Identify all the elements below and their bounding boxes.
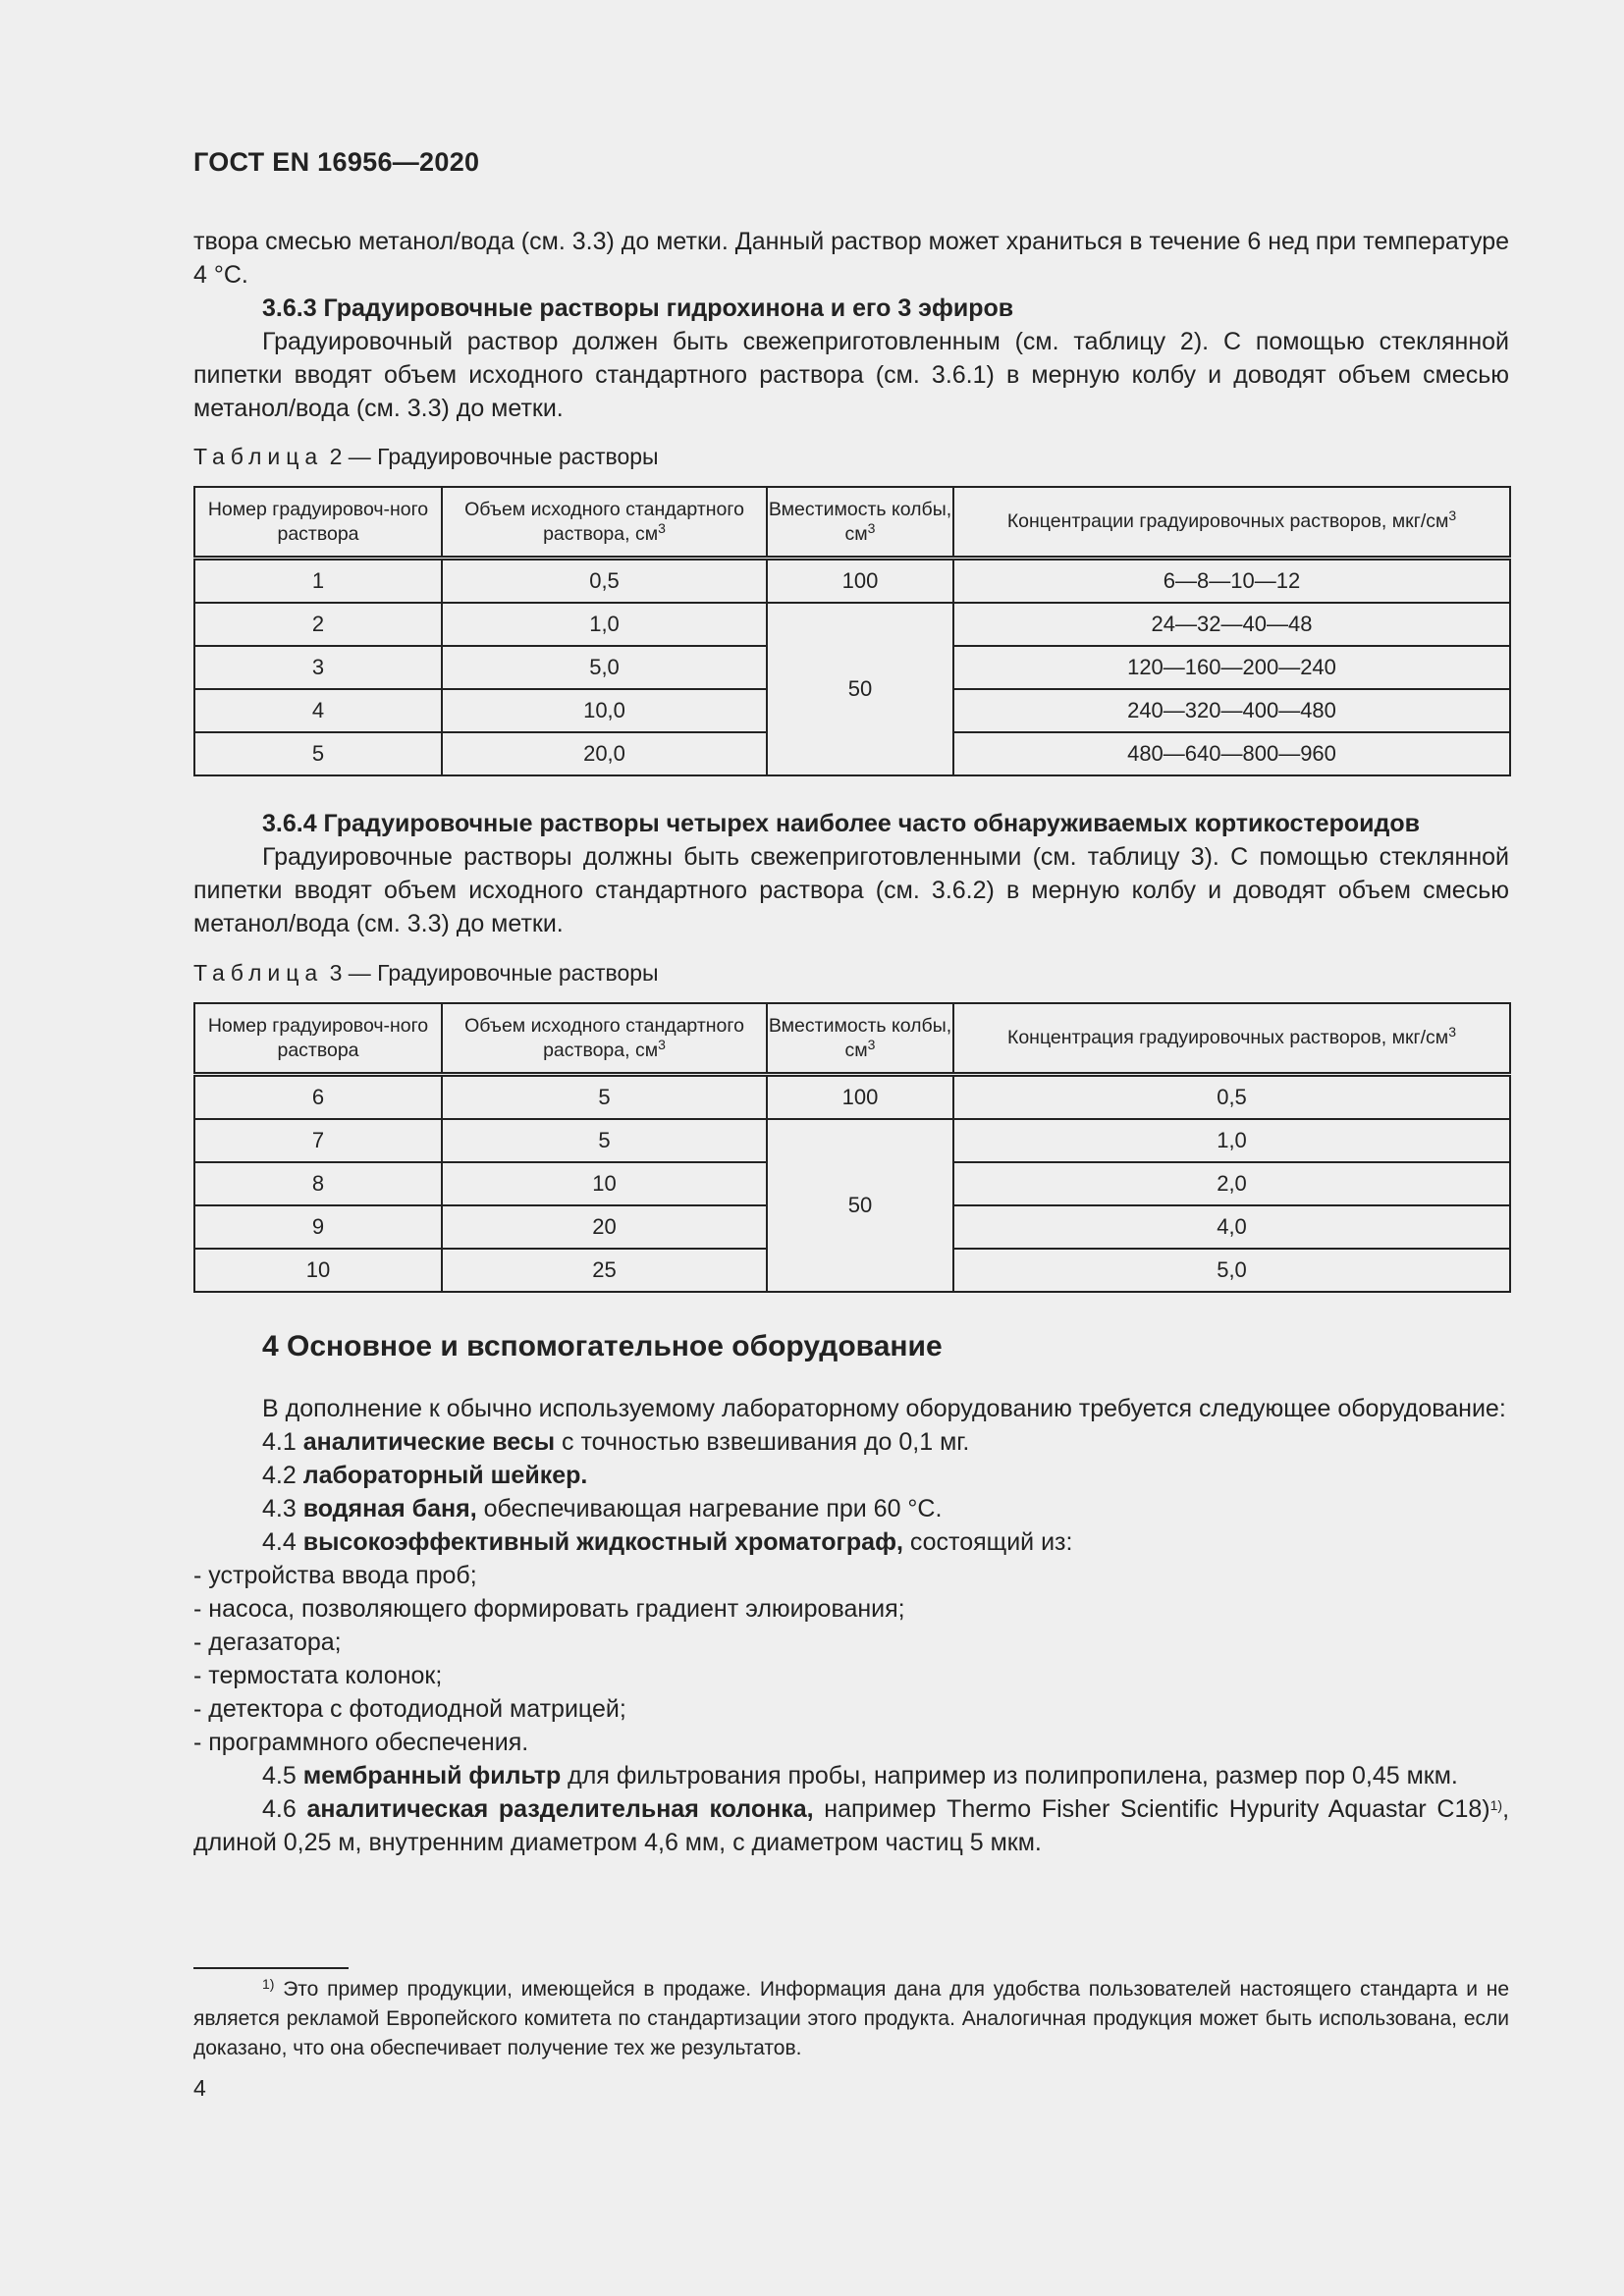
section-4-title: 4 Основное и вспомогательное оборудование bbox=[262, 1330, 943, 1362]
table2-header-row bbox=[194, 487, 1510, 559]
table-cell: 6—8—10—12 bbox=[953, 559, 1510, 604]
table2-container bbox=[193, 486, 1509, 776]
table-cell: 100 bbox=[767, 559, 953, 604]
table-cell: 1,0 bbox=[953, 1119, 1510, 1162]
item-4-6: 4.6 аналитическая разделительная колонка, например Thermo Fisher Scientific Hypurity Aquastar C18)$^{1)}$, длиной 0,25 м, внутренним диаметром 4,6 мм, с диаметром частиц 5 мкм. bbox=[193, 1795, 1510, 1856]
footnote-text: $^{1)}$ Это пример продукции, имеющейся в продаже. Информация дана для удобства пользователей настоящего стандарта и не является рекламой Европейского комитета по стандартизации этого продукта. Аналогичная продукция может быть использована, если доказано, что она обеспечивает получение тех же результатов. bbox=[193, 1976, 1509, 2059]
table-cell: 25 bbox=[442, 1249, 767, 1292]
section-3-6-4-text: Градуировочные растворы должны быть свежеприготовленными (см. таблицу 3). С помощью стеклянной пипетки вводят объем исходного стандартного раствора (см. 3.6.2) в мерную колбу и доводят объем смесью метанол/вода (см. 3.3) до метки. bbox=[193, 843, 1509, 937]
table-cell: 6 bbox=[194, 1075, 442, 1120]
intro-paragraph: твора смесью метанол/вода (см. 3.3) до метки. Данный раствор может храниться в течение 6 нед при температуре 4 °С. bbox=[193, 228, 1509, 289]
table3-header-volume: Объем исходного стандартного раствора, $см^3$ bbox=[442, 1003, 767, 1075]
table-cell: 1,0 bbox=[442, 603, 767, 646]
table-cell-merged: 50 bbox=[767, 603, 953, 775]
table-cell: 7 bbox=[194, 1119, 442, 1162]
table-cell: 0,5 bbox=[442, 559, 767, 604]
list-item: - устройства ввода проб; bbox=[193, 1562, 477, 1589]
table-row bbox=[194, 603, 1510, 646]
item-4-5: 4.5 мембранный фильтр для фильтрования пробы, например из полипропилена, размер пор 0,45 мкм. bbox=[262, 1762, 1458, 1789]
table2-caption-rest: 2 — Градуировочные растворы bbox=[329, 444, 659, 469]
footnote-separator bbox=[193, 1967, 349, 1969]
section-4-intro: В дополнение к обычно используемому лабораторному оборудованию требуется следующее оборудование: bbox=[262, 1395, 1506, 1422]
table-cell: 5 bbox=[442, 1119, 767, 1162]
list-item: - детектора с фотодиодной матрицей; bbox=[193, 1695, 626, 1723]
item-4-3: 4.3 водяная баня, обеспечивающая нагревание при 60 °С. bbox=[262, 1495, 943, 1522]
table-cell: 10 bbox=[194, 1249, 442, 1292]
list-item: - насоса, позволяющего формировать градиент элюирования; bbox=[193, 1595, 905, 1623]
table2-caption bbox=[193, 444, 1509, 470]
table3-header-number: Номер градуировоч-ного раствора bbox=[194, 1003, 442, 1075]
table-cell: 5 bbox=[442, 1075, 767, 1120]
table2-header-capacity: Вместимость колбы, $см^3$ bbox=[767, 487, 953, 559]
table-cell: 480—640—800—960 bbox=[953, 732, 1510, 775]
table-cell: 0,5 bbox=[953, 1075, 1510, 1120]
section-3-6-4 bbox=[193, 807, 1509, 940]
table3 bbox=[193, 1002, 1511, 1293]
table2-caption-word: Таблица bbox=[193, 444, 324, 469]
table-cell: 2 bbox=[194, 603, 442, 646]
table2 bbox=[193, 486, 1511, 776]
intro-block bbox=[193, 225, 1509, 425]
table-cell: 1 bbox=[194, 559, 442, 604]
table-cell: 10,0 bbox=[442, 689, 767, 732]
item-4-1: 4.1 аналитические весы с точностью взвешивания до 0,1 мг. bbox=[262, 1428, 970, 1456]
page-number: 4 bbox=[193, 2075, 206, 2101]
table-cell: 20,0 bbox=[442, 732, 767, 775]
section-3-6-4-title: 3.6.4 Градуировочные растворы четырех наиболее часто обнаруживаемых кортикостероидов bbox=[262, 810, 1421, 837]
table-cell-merged: 50 bbox=[767, 1119, 953, 1292]
table2-header-volume: Объем исходного стандартного раствора, $см^3$ bbox=[442, 487, 767, 559]
document-header: ГОСТ EN 16956—2020 bbox=[193, 147, 480, 177]
table3-header-concentration: Концентрация градуировочных растворов, мкг/$см^3$ bbox=[953, 1003, 1510, 1075]
table-row bbox=[194, 1119, 1510, 1162]
list-item: - термостата колонок; bbox=[193, 1662, 443, 1689]
table-cell: 4 bbox=[194, 689, 442, 732]
table-cell: 3 bbox=[194, 646, 442, 689]
table-cell: 20 bbox=[442, 1205, 767, 1249]
table-cell: 5,0 bbox=[953, 1249, 1510, 1292]
list-item: - программного обеспечения. bbox=[193, 1729, 529, 1756]
item-4-4: 4.4 высокоэффективный жидкостный хроматограф, состоящий из: bbox=[262, 1528, 1073, 1556]
table-cell: 2,0 bbox=[953, 1162, 1510, 1205]
table-cell: 120—160—200—240 bbox=[953, 646, 1510, 689]
table3-header-row bbox=[194, 1003, 1510, 1075]
table-cell: 9 bbox=[194, 1205, 442, 1249]
table3-header-capacity: Вместимость колбы, $см^3$ bbox=[767, 1003, 953, 1075]
table-cell: 5,0 bbox=[442, 646, 767, 689]
footnote-mark: 1) bbox=[262, 1976, 275, 1992]
footnote bbox=[193, 1975, 1509, 2063]
table-cell: 8 bbox=[194, 1162, 442, 1205]
item-4-2: 4.2 лабораторный шейкер. bbox=[262, 1462, 588, 1489]
section-3-6-3-title: 3.6.3 Градуировочные растворы гидрохинона и его 3 эфиров bbox=[262, 294, 1014, 322]
table-cell: 10 bbox=[442, 1162, 767, 1205]
table2-header-concentration: Концентрации градуировочных растворов, мкг/$см^3$ bbox=[953, 487, 1510, 559]
table2-header-number: Номер градуировоч-ного раствора bbox=[194, 487, 442, 559]
table-cell: 240—320—400—480 bbox=[953, 689, 1510, 732]
table3-caption-word: Таблица bbox=[193, 960, 324, 986]
table-cell: 4,0 bbox=[953, 1205, 1510, 1249]
table-cell: 24—32—40—48 bbox=[953, 603, 1510, 646]
table3-container bbox=[193, 1002, 1509, 1293]
table-row bbox=[194, 1075, 1510, 1120]
table-row bbox=[194, 559, 1510, 604]
table-cell: 100 bbox=[767, 1075, 953, 1120]
section-4-body bbox=[193, 1392, 1509, 1859]
list-item: - дегазатора; bbox=[193, 1629, 342, 1656]
table3-caption bbox=[193, 960, 1509, 987]
table3-caption-rest: 3 — Градуировочные растворы bbox=[329, 960, 659, 986]
table-cell: 5 bbox=[194, 732, 442, 775]
section-4-heading-wrap bbox=[262, 1330, 1509, 1363]
section-3-6-3-text: Градуировочный раствор должен быть свежеприготовленным (см. таблицу 2). С помощью стеклянной пипетки вводят объем исходного стандартного раствора (см. 3.6.1) в мерную колбу и доводят объем смесью метанол/вода (см. 3.3) до метки. bbox=[193, 328, 1509, 422]
